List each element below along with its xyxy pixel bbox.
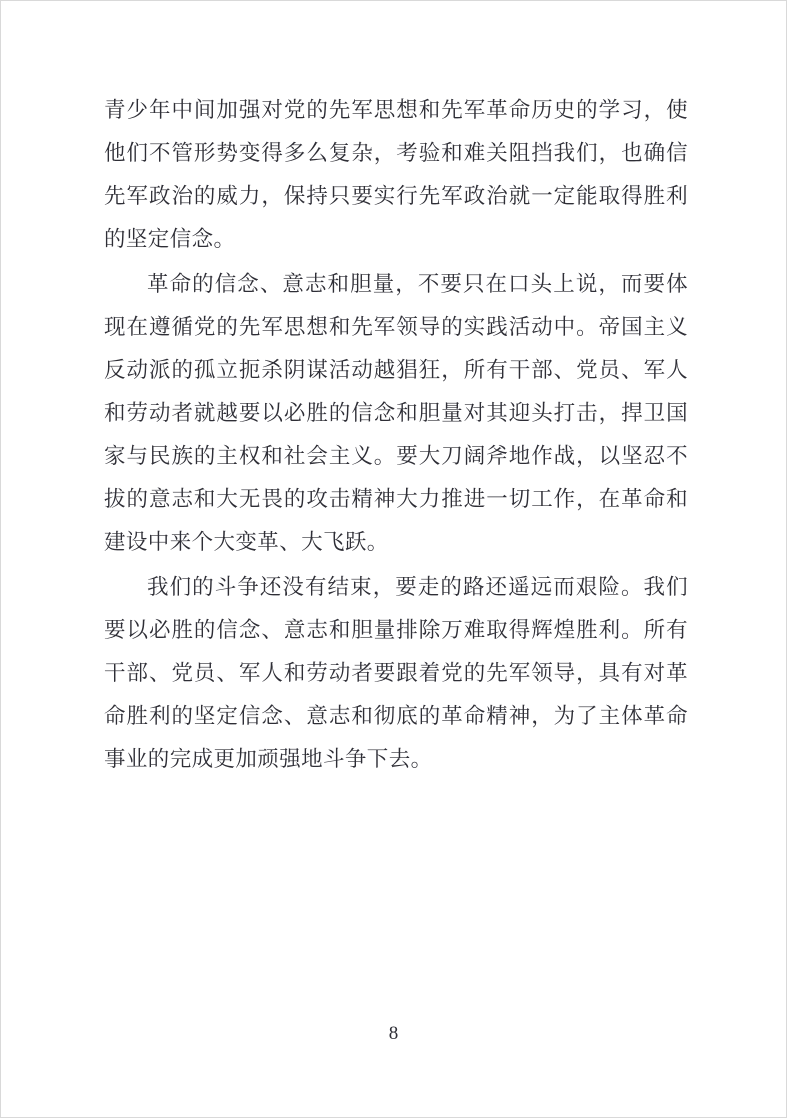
page-number: 8 bbox=[388, 1023, 399, 1044]
page-body bbox=[104, 89, 688, 783]
paragraph-2: 革命的信念、意志和胆量，不要只在口头上说，而要体现在遵循党的先军思想和先军领导的实践活动中。帝国主义反动派的孤立扼杀阴谋活动越猖狂，所有干部、党员、军人和劳动者就越要以必胜的信念和胆量对其迎头打击，捍卫国家与民族的主权和社会主义。要大刀阔斧地作战，以坚忍不拔的意志和大无畏的攻击精神大力推进一切工作，在革命和建设中来个大变革、大飞跃。 bbox=[104, 272, 688, 554]
paragraph-3: 我们的斗争还没有结束，要走的路还遥远而艰险。我们要以必胜的信念、意志和胆量排除万难取得辉煌胜利。所有干部、党员、军人和劳动者要跟着党的先军领导，具有对革命胜利的坚定信念、意志和彻底的革命精神，为了主体革命事业的完成更加顽强地斗争下去。 bbox=[104, 575, 688, 771]
paragraph-1: 青少年中间加强对党的先军思想和先军革命历史的学习，使他们不管形势变得多么复杂，考验和难关阻挡我们，也确信先军政治的威力，保持只要实行先军政治就一定能取得胜利的坚定信念。 bbox=[104, 98, 688, 251]
